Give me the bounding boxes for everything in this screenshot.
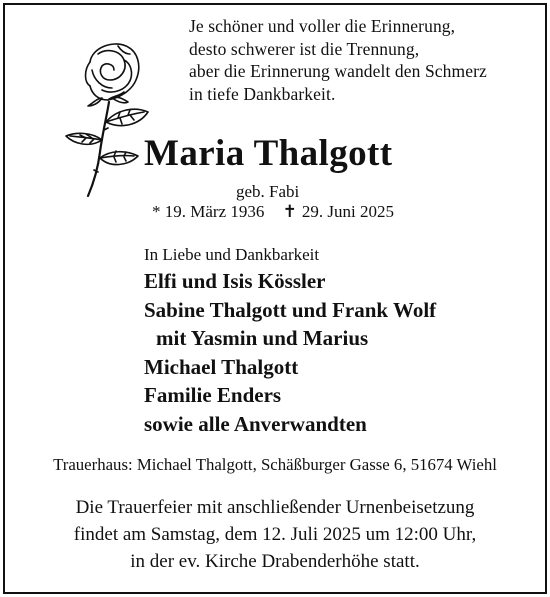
poem-line: in tiefe Dankbarkeit. — [189, 83, 336, 104]
poem-line: aber die Erinnerung wandelt den Schmerz — [189, 61, 487, 81]
service-line: in der ev. Kirche Drabenderhöhe statt. — [130, 551, 420, 572]
death-date: 29. Juni 2025 — [301, 202, 394, 221]
deceased-name: Maria Thalgott — [144, 133, 393, 174]
mourner-line: sowie alle Anverwandten — [144, 411, 367, 436]
rose-icon — [62, 40, 154, 198]
service-info — [0, 494, 550, 575]
cross-icon: ✝ — [282, 202, 297, 221]
poem — [189, 15, 487, 105]
mourning-house: Trauerhaus: Michael Thalgott, Schäßburger Gasse 6, 51674 Wiehl — [53, 455, 497, 474]
poem-line: desto schwerer ist die Trennung, — [189, 38, 420, 59]
service-line: Die Trauerfeier mit anschließender Urnenbeisetzung — [75, 497, 475, 518]
service-line: findet am Samstag, dem 12. Juli 2025 um 12:00 Uhr, — [73, 524, 477, 545]
mourner-line: Sabine Thalgott und Frank Wolf — [144, 297, 437, 322]
mourner-line: mit Yasmin und Marius — [156, 326, 369, 351]
birth-date: 19. März 1936 — [164, 202, 265, 221]
mourners-intro: In Liebe und Dankbarkeit — [144, 245, 320, 264]
mourners-list — [144, 267, 436, 439]
birth-star-icon: * — [152, 202, 161, 221]
poem-line: Je schöner und voller die Erinnerung, — [189, 16, 456, 36]
life-dates — [152, 202, 394, 222]
mourner-line: Elfi und Isis Kössler — [144, 269, 326, 293]
mourner-line: Familie Enders — [144, 383, 282, 408]
birth-name: geb. Fabi — [236, 182, 300, 201]
mourner-line: Michael Thalgott — [144, 354, 299, 379]
